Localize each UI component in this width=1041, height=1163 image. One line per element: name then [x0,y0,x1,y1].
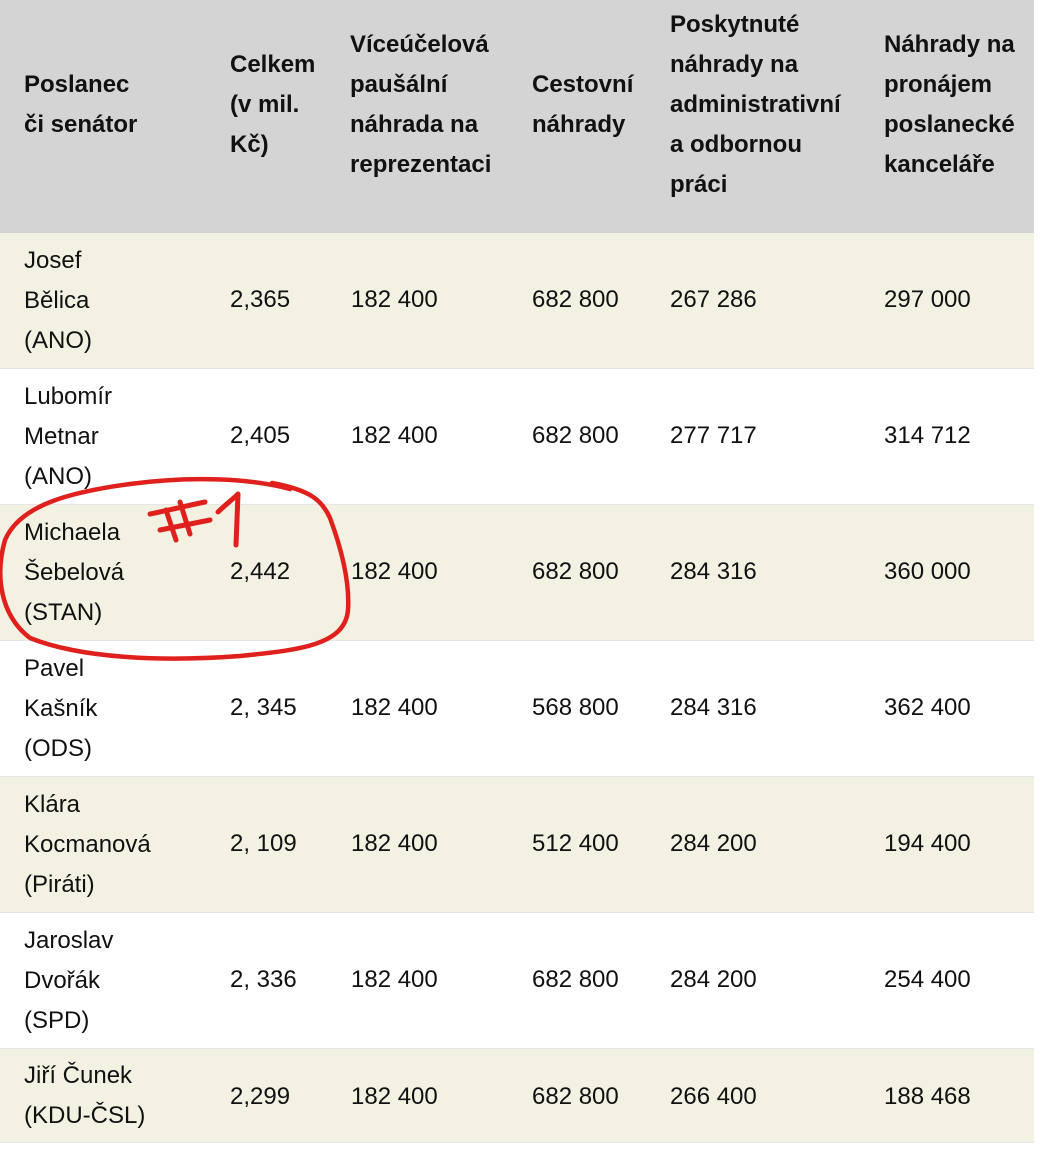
cell-total: 2, 109 [230,830,297,857]
cell-admin: 284 200 [670,830,757,857]
cell-office: 188 468 [884,1083,971,1110]
cell-admin: 284 200 [670,966,757,993]
cell-total: 2,365 [230,286,291,313]
table-header [0,0,1034,233]
header-poskytnute: Poskytnuté náhrady na administrativní a odbornou práci [670,11,841,198]
cell-admin: 284 316 [670,694,757,721]
cell-representation: 182 400 [351,1083,438,1110]
cell-office: 254 400 [884,966,971,993]
cell-office: 362 400 [884,694,971,721]
cell-admin: 284 316 [670,558,757,585]
cell-name: Pavel Kašník (ODS) [24,655,98,762]
header-poslanec: Poslanec či senátor [24,71,138,138]
cell-representation: 182 400 [351,286,438,313]
table-row [0,641,1034,777]
cell-travel: 682 800 [532,558,619,585]
cell-representation: 182 400 [351,966,438,993]
cell-travel: 568 800 [532,694,619,721]
table-row [0,505,1034,641]
cell-admin: 267 286 [670,286,757,313]
cell-representation: 182 400 [351,422,438,449]
cell-admin: 277 717 [670,422,757,449]
cell-travel: 682 800 [532,966,619,993]
table-row [0,913,1034,1049]
cell-admin: 266 400 [670,1083,757,1110]
cell-name: Klára Kocmanová (Piráti) [24,791,151,898]
cell-travel: 512 400 [532,830,619,857]
cell-office: 194 400 [884,830,971,857]
cell-representation: 182 400 [351,558,438,585]
cell-total: 2, 345 [230,694,297,721]
cell-total: 2, 336 [230,966,297,993]
cell-office: 360 000 [884,558,971,585]
cell-travel: 682 800 [532,422,619,449]
cell-name: Jaroslav Dvořák (SPD) [24,927,114,1034]
table-row [0,233,1034,369]
cell-representation: 182 400 [351,694,438,721]
cell-travel: 682 800 [532,286,619,313]
cell-total: 2,442 [230,558,291,585]
table-row [0,777,1034,913]
header-najem: Náhrady na pronájem poslanecké kanceláře [884,31,1015,178]
cell-name: Michaela Šebelová (STAN) [24,519,125,626]
cell-name: Josef Bělica (ANO) [24,247,92,354]
cell-representation: 182 400 [351,830,438,857]
table-row [0,369,1034,505]
cell-travel: 682 800 [532,1083,619,1110]
cell-office: 314 712 [884,422,971,449]
header-celkem: Celkem (v mil. Kč) [230,51,316,158]
cell-office: 297 000 [884,286,971,313]
cell-name: Jiří Čunek (KDU-ČSL) [24,1062,146,1129]
cell-total: 2,299 [230,1083,291,1110]
header-viceucelova: Víceúčelová paušální náhrada na reprezentaci [350,31,492,178]
header-cestovni: Cestovní náhrady [532,71,634,138]
cell-total: 2,405 [230,422,291,449]
cell-name: Lubomír Metnar (ANO) [24,383,113,490]
table-row [0,1049,1034,1143]
